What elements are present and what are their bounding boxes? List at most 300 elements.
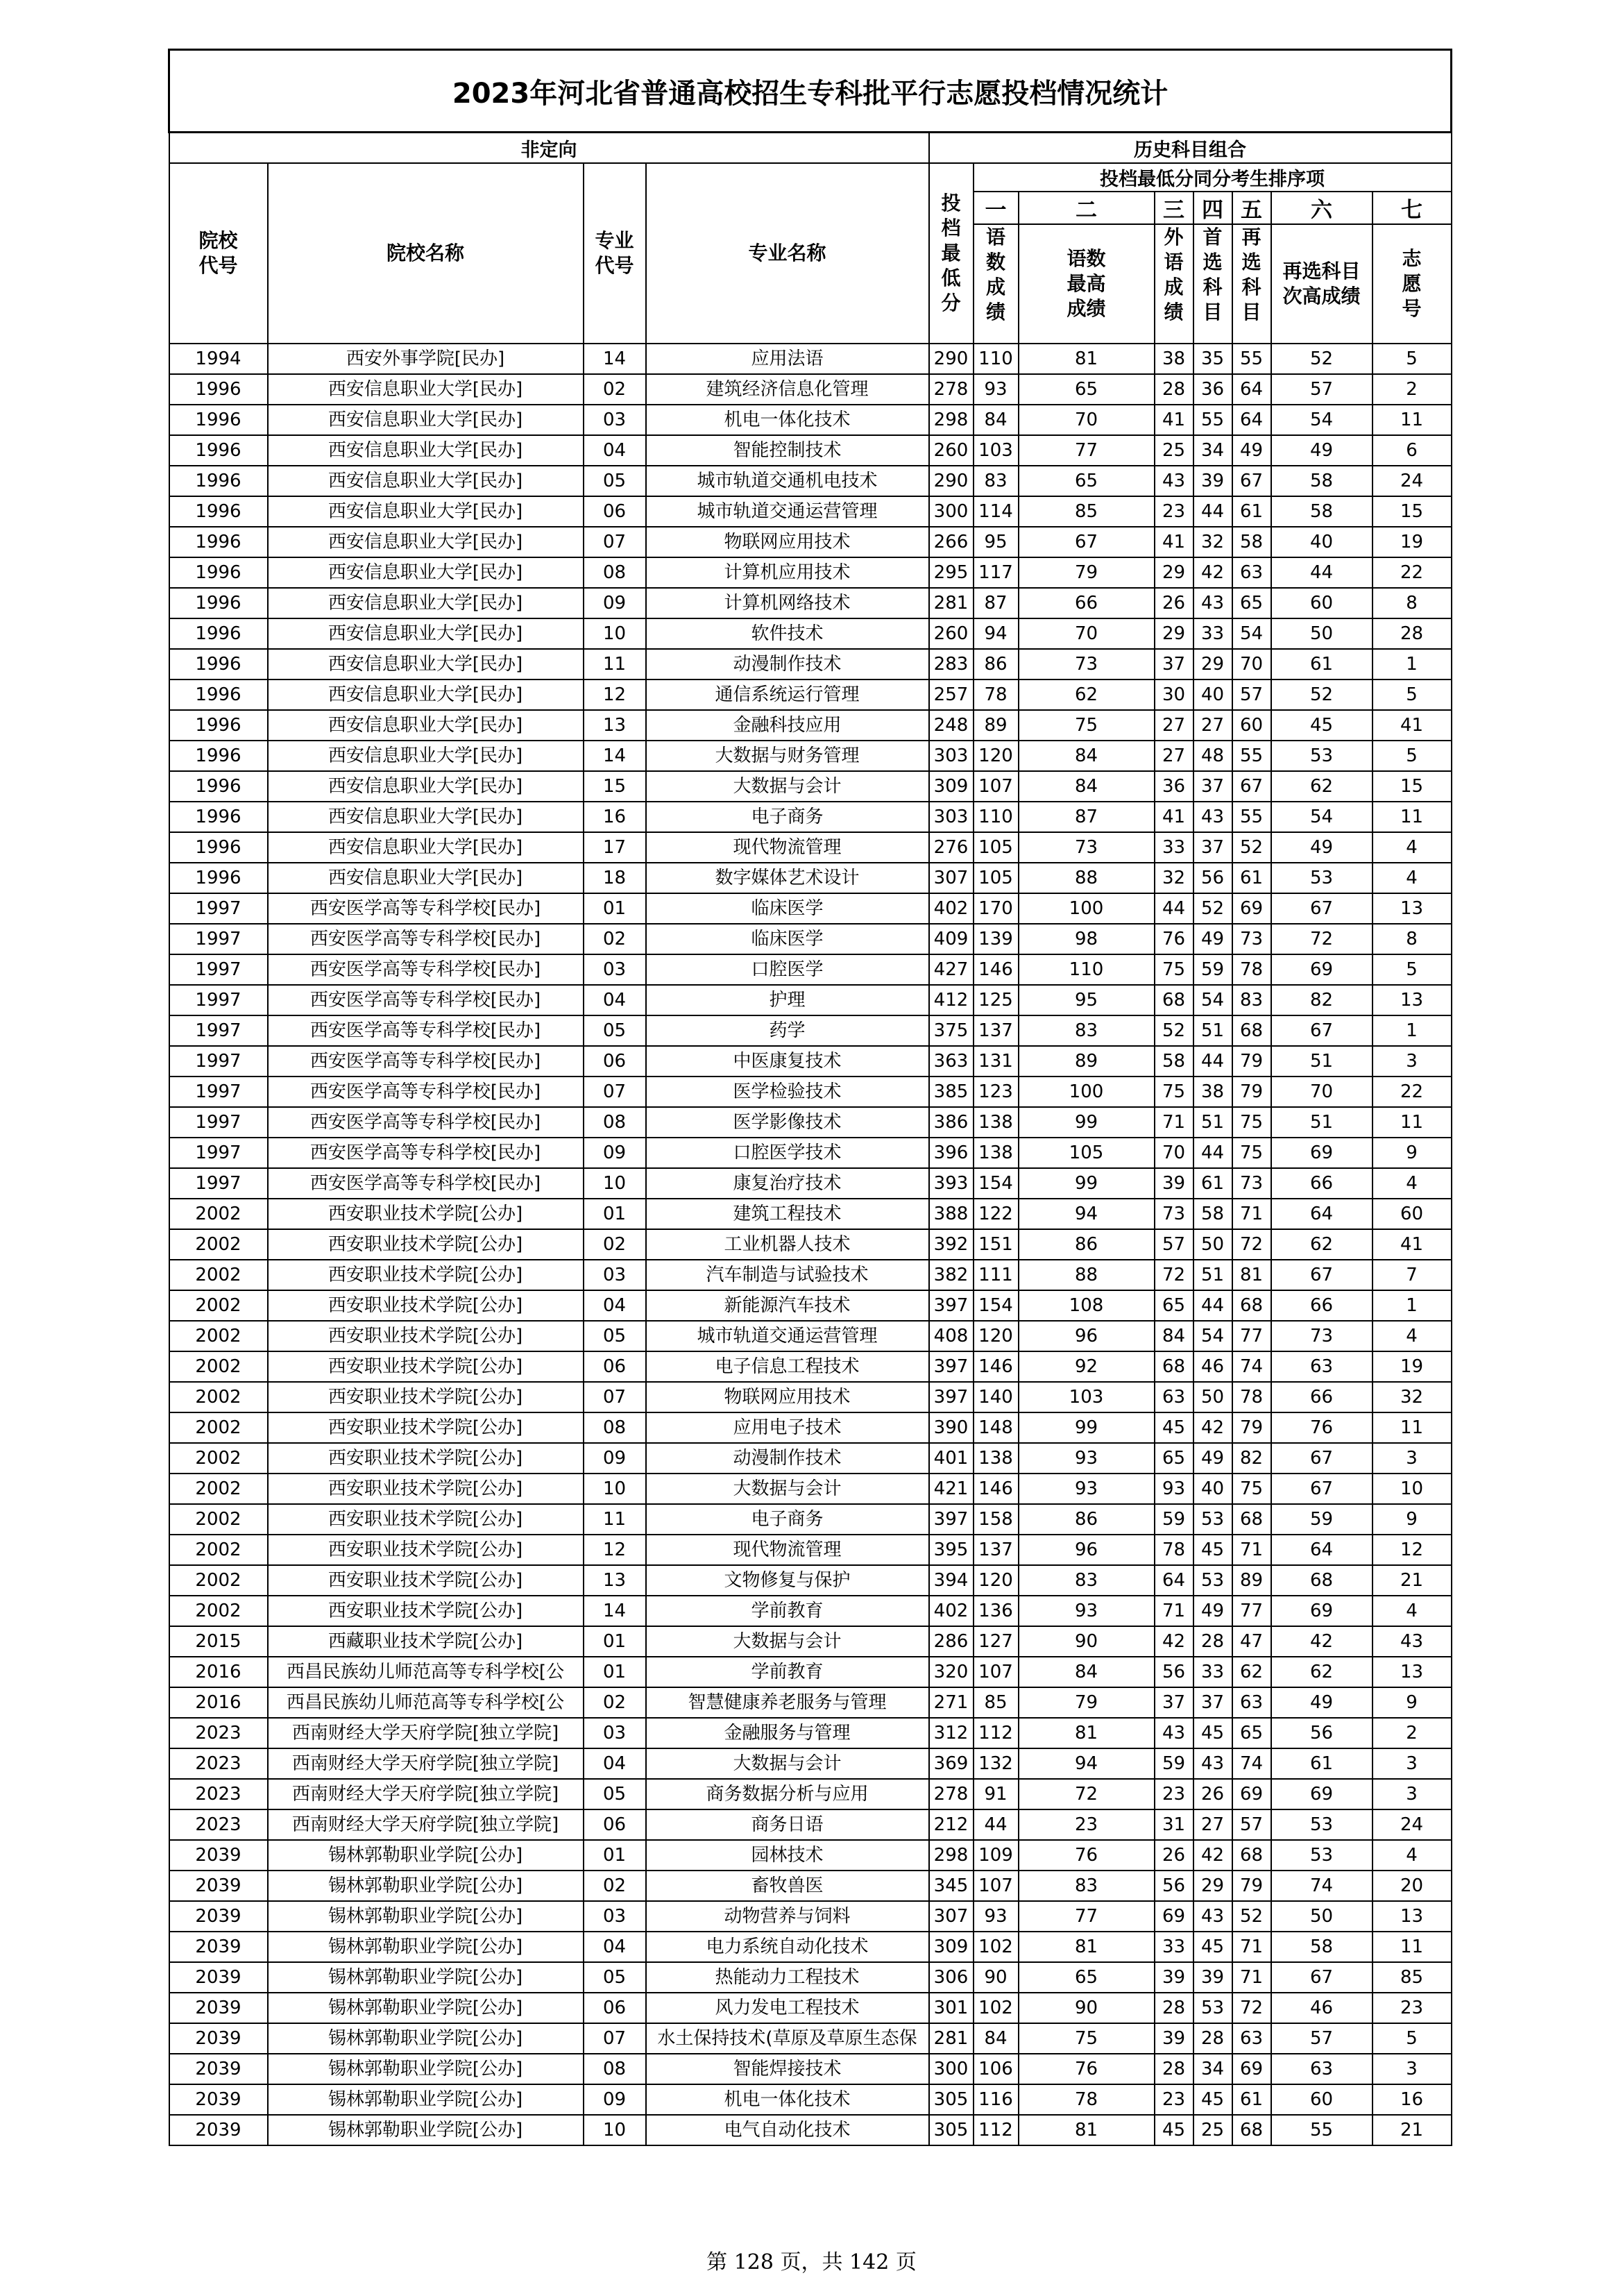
cell-tb5: 65 — [1232, 588, 1271, 618]
cell-tb6: 55 — [1271, 2115, 1373, 2145]
cell-tb1: 105 — [974, 863, 1019, 893]
cell-min-score: 396 — [929, 1138, 974, 1168]
cell-tb6: 66 — [1271, 1382, 1373, 1412]
cell-tb4: 51 — [1193, 1015, 1232, 1046]
cell-tb4: 44 — [1193, 1138, 1232, 1168]
cell-tb6: 52 — [1271, 344, 1373, 374]
cell-tb4: 46 — [1193, 1351, 1232, 1382]
cell-school-name: 西安医学高等专科学校[民办] — [268, 1168, 584, 1199]
cell-min-score: 394 — [929, 1565, 974, 1596]
cell-major-code: 09 — [584, 1443, 646, 1474]
cell-tb4: 39 — [1193, 1962, 1232, 1993]
cell-tb1: 116 — [974, 2084, 1019, 2115]
cell-major-code: 14 — [584, 1596, 646, 1626]
table-row — [169, 1107, 1452, 1138]
cell-min-score: 421 — [929, 1474, 974, 1504]
table-row — [169, 1871, 1452, 1901]
cell-school-code: 1996 — [169, 710, 268, 741]
cell-school-name: 锡林郭勒职业学院[公办] — [268, 1932, 584, 1962]
cell-school-code: 1997 — [169, 1015, 268, 1046]
cell-tb7: 23 — [1373, 1993, 1452, 2023]
cell-school-name: 锡林郭勒职业学院[公办] — [268, 2084, 584, 2115]
cell-tb3: 29 — [1155, 557, 1193, 588]
cell-tb3: 57 — [1155, 1229, 1193, 1260]
cell-major-name: 医学影像技术 — [646, 1107, 929, 1138]
cell-tb3: 42 — [1155, 1626, 1193, 1657]
cell-major-code: 05 — [584, 1962, 646, 1993]
cell-school-code: 1994 — [169, 344, 268, 374]
cell-major-name: 学前教育 — [646, 1657, 929, 1687]
cell-school-code: 1996 — [169, 588, 268, 618]
table-row — [169, 2054, 1452, 2084]
cell-tb6: 66 — [1271, 1168, 1373, 1199]
col-min-score: 投档最低分 — [929, 163, 974, 344]
cell-tb1: 158 — [974, 1504, 1019, 1535]
cell-tb3: 65 — [1155, 1443, 1193, 1474]
cell-tb3: 39 — [1155, 1168, 1193, 1199]
cell-tb3: 30 — [1155, 679, 1193, 710]
cell-major-name: 风力发电工程技术 — [646, 1993, 929, 2023]
cell-tb1: 123 — [974, 1077, 1019, 1107]
cell-tb7: 22 — [1373, 1077, 1452, 1107]
cell-school-code: 2023 — [169, 1748, 268, 1779]
cell-tb4: 45 — [1193, 1535, 1232, 1565]
cell-tb1: 120 — [974, 741, 1019, 771]
table-row — [169, 1504, 1452, 1535]
cell-tb2: 84 — [1019, 741, 1155, 771]
cell-tb2: 84 — [1019, 1657, 1155, 1687]
cell-tb5: 77 — [1232, 1321, 1271, 1351]
cell-tb5: 71 — [1232, 1932, 1271, 1962]
cell-school-name: 西安信息职业大学[民办] — [268, 802, 584, 832]
page-title: 2023年河北省普通高校招生专科批平行志愿投档情况统计 — [169, 50, 1452, 133]
cell-tb3: 36 — [1155, 771, 1193, 802]
cell-tb7: 4 — [1373, 1840, 1452, 1871]
cell-school-name: 西昌民族幼儿师范高等专科学校[公 — [268, 1657, 584, 1687]
table-row — [169, 1046, 1452, 1077]
cell-tb2: 75 — [1019, 710, 1155, 741]
cell-tb6: 70 — [1271, 1077, 1373, 1107]
cell-major-code: 12 — [584, 1535, 646, 1565]
cell-tb5: 79 — [1232, 1871, 1271, 1901]
cell-school-code: 2002 — [169, 1229, 268, 1260]
cell-tb3: 73 — [1155, 1199, 1193, 1229]
cell-school-code: 2016 — [169, 1687, 268, 1718]
cell-school-name: 西安职业技术学院[公办] — [268, 1535, 584, 1565]
rank-7: 七 — [1373, 192, 1452, 224]
cell-tb2: 73 — [1019, 649, 1155, 679]
cell-tb2: 88 — [1019, 1260, 1155, 1290]
cell-min-score: 300 — [929, 496, 974, 527]
cell-tb7: 19 — [1373, 527, 1452, 557]
cell-tb6: 57 — [1271, 374, 1373, 405]
cell-school-code: 1997 — [169, 985, 268, 1015]
cell-tb5: 63 — [1232, 557, 1271, 588]
cell-tb7: 13 — [1373, 893, 1452, 924]
cell-major-name: 学前教育 — [646, 1596, 929, 1626]
cell-tb4: 53 — [1193, 1993, 1232, 2023]
cell-school-name: 西安职业技术学院[公办] — [268, 1474, 584, 1504]
cell-tb1: 154 — [974, 1168, 1019, 1199]
cell-tb7: 5 — [1373, 954, 1452, 985]
table-row — [169, 435, 1452, 466]
cell-major-name: 金融服务与管理 — [646, 1718, 929, 1748]
cell-tb7: 4 — [1373, 1321, 1452, 1351]
cell-tb2: 96 — [1019, 1535, 1155, 1565]
cell-min-score: 295 — [929, 557, 974, 588]
cell-school-name: 西安职业技术学院[公办] — [268, 1412, 584, 1443]
cell-school-name: 西安职业技术学院[公办] — [268, 1443, 584, 1474]
cell-tb4: 56 — [1193, 863, 1232, 893]
cell-school-name: 锡林郭勒职业学院[公办] — [268, 1871, 584, 1901]
cell-min-score: 412 — [929, 985, 974, 1015]
cell-school-code: 2039 — [169, 1840, 268, 1871]
cell-min-score: 363 — [929, 1046, 974, 1077]
cell-major-code: 06 — [584, 1993, 646, 2023]
cell-tb2: 76 — [1019, 1840, 1155, 1871]
cell-tb1: 138 — [974, 1107, 1019, 1138]
cell-tb7: 1 — [1373, 1015, 1452, 1046]
cell-tb7: 6 — [1373, 435, 1452, 466]
cell-tb4: 53 — [1193, 1565, 1232, 1596]
cell-tb6: 66 — [1271, 1290, 1373, 1321]
cell-tb4: 25 — [1193, 2115, 1232, 2145]
cell-tb6: 67 — [1271, 1474, 1373, 1504]
table-row — [169, 1321, 1452, 1351]
cell-school-name: 西安职业技术学院[公办] — [268, 1382, 584, 1412]
cell-tb2: 83 — [1019, 1871, 1155, 1901]
cell-major-code: 08 — [584, 1412, 646, 1443]
cell-tb1: 137 — [974, 1535, 1019, 1565]
cell-major-code: 03 — [584, 1901, 646, 1932]
cell-tb4: 29 — [1193, 649, 1232, 679]
table-row — [169, 1443, 1452, 1474]
table-row — [169, 2084, 1452, 2115]
cell-tb1: 140 — [974, 1382, 1019, 1412]
cell-tb2: 81 — [1019, 1718, 1155, 1748]
cell-tb6: 67 — [1271, 893, 1373, 924]
cell-tb7: 8 — [1373, 588, 1452, 618]
cell-major-code: 04 — [584, 985, 646, 1015]
cell-min-score: 303 — [929, 802, 974, 832]
cell-tb4: 43 — [1193, 588, 1232, 618]
cell-tb1: 83 — [974, 466, 1019, 496]
cell-school-name: 西安信息职业大学[民办] — [268, 527, 584, 557]
cell-major-code: 04 — [584, 1290, 646, 1321]
cell-tb7: 11 — [1373, 802, 1452, 832]
cell-major-code: 13 — [584, 1565, 646, 1596]
cell-major-code: 02 — [584, 1687, 646, 1718]
cell-min-score: 392 — [929, 1229, 974, 1260]
cell-school-name: 西安医学高等专科学校[民办] — [268, 893, 584, 924]
cell-tb3: 27 — [1155, 710, 1193, 741]
cell-tb6: 82 — [1271, 985, 1373, 1015]
cell-tb7: 22 — [1373, 557, 1452, 588]
cell-major-code: 03 — [584, 1718, 646, 1748]
cell-major-name: 通信系统运行管理 — [646, 679, 929, 710]
cell-tb2: 105 — [1019, 1138, 1155, 1168]
cell-min-score: 397 — [929, 1351, 974, 1382]
cell-major-name: 机电一体化技术 — [646, 405, 929, 435]
cell-tb6: 64 — [1271, 1199, 1373, 1229]
col-tb6: 再选科目次高成绩 — [1271, 224, 1373, 344]
col-tb4: 首选科目 — [1193, 224, 1232, 344]
cell-tb4: 49 — [1193, 1443, 1232, 1474]
cell-tb7: 5 — [1373, 344, 1452, 374]
cell-major-name: 物联网应用技术 — [646, 527, 929, 557]
cell-tb3: 31 — [1155, 1809, 1193, 1840]
cell-tb2: 93 — [1019, 1443, 1155, 1474]
cell-tb5: 73 — [1232, 1168, 1271, 1199]
cell-min-score: 307 — [929, 1901, 974, 1932]
cell-min-score: 303 — [929, 741, 974, 771]
cell-tb3: 59 — [1155, 1748, 1193, 1779]
table-row — [169, 924, 1452, 954]
cell-tb1: 137 — [974, 1015, 1019, 1046]
cell-tb3: 72 — [1155, 1260, 1193, 1290]
table-row — [169, 1687, 1452, 1718]
cell-tb1: 93 — [974, 1901, 1019, 1932]
table-row — [169, 954, 1452, 985]
cell-tb6: 42 — [1271, 1626, 1373, 1657]
cell-min-score: 301 — [929, 1993, 974, 2023]
cell-tb1: 110 — [974, 344, 1019, 374]
cell-min-score: 320 — [929, 1657, 974, 1687]
cell-tb5: 74 — [1232, 1748, 1271, 1779]
cell-school-code: 2002 — [169, 1382, 268, 1412]
table-row — [169, 1260, 1452, 1290]
cell-min-score: 309 — [929, 1932, 974, 1962]
cell-tb3: 75 — [1155, 1077, 1193, 1107]
cell-min-score: 402 — [929, 893, 974, 924]
cell-tb3: 26 — [1155, 1840, 1193, 1871]
cell-tb4: 44 — [1193, 1290, 1232, 1321]
cell-major-code: 06 — [584, 1809, 646, 1840]
cell-tb5: 71 — [1232, 1535, 1271, 1565]
table-row — [169, 2115, 1452, 2145]
cell-tb6: 51 — [1271, 1107, 1373, 1138]
cell-tb6: 40 — [1271, 527, 1373, 557]
table-row — [169, 1351, 1452, 1382]
cell-school-code: 1997 — [169, 1168, 268, 1199]
cell-tb3: 45 — [1155, 2115, 1193, 2145]
cell-major-name: 机电一体化技术 — [646, 2084, 929, 2115]
cell-major-name: 物联网应用技术 — [646, 1382, 929, 1412]
cell-major-code: 07 — [584, 527, 646, 557]
cell-tb4: 40 — [1193, 1474, 1232, 1504]
cell-school-name: 西安信息职业大学[民办] — [268, 466, 584, 496]
cell-tb6: 50 — [1271, 1901, 1373, 1932]
cell-tb4: 49 — [1193, 924, 1232, 954]
cell-min-score: 345 — [929, 1871, 974, 1901]
cell-major-code: 10 — [584, 618, 646, 649]
cell-tb5: 74 — [1232, 1351, 1271, 1382]
cell-tb7: 9 — [1373, 1138, 1452, 1168]
table-row — [169, 710, 1452, 741]
cell-min-score: 271 — [929, 1687, 974, 1718]
cell-major-name: 水土保持技术(草原及草原生态保 — [646, 2023, 929, 2054]
cell-tb1: 44 — [974, 1809, 1019, 1840]
table-row — [169, 679, 1452, 710]
cell-school-name: 锡林郭勒职业学院[公办] — [268, 1840, 584, 1871]
cell-tb3: 27 — [1155, 741, 1193, 771]
cell-school-name: 西安职业技术学院[公办] — [268, 1596, 584, 1626]
cell-major-code: 06 — [584, 1046, 646, 1077]
cell-school-name: 西昌民族幼儿师范高等专科学校[公 — [268, 1687, 584, 1718]
cell-major-name: 新能源汽车技术 — [646, 1290, 929, 1321]
cell-tb3: 28 — [1155, 374, 1193, 405]
cell-tb3: 75 — [1155, 954, 1193, 985]
cell-tb3: 32 — [1155, 863, 1193, 893]
cell-tb5: 68 — [1232, 1015, 1271, 1046]
rank-4: 四 — [1193, 192, 1232, 224]
cell-tb6: 69 — [1271, 1596, 1373, 1626]
cell-tb7: 3 — [1373, 1779, 1452, 1809]
cell-tb6: 69 — [1271, 1779, 1373, 1809]
table-body — [169, 344, 1452, 2145]
cell-min-score: 290 — [929, 466, 974, 496]
cell-major-code: 01 — [584, 1840, 646, 1871]
cell-major-code: 02 — [584, 374, 646, 405]
cell-min-score: 390 — [929, 1412, 974, 1443]
cell-school-name: 西安信息职业大学[民办] — [268, 405, 584, 435]
cell-school-code: 1996 — [169, 527, 268, 557]
cell-tb1: 87 — [974, 588, 1019, 618]
cell-tb2: 70 — [1019, 405, 1155, 435]
cell-tb3: 28 — [1155, 1993, 1193, 2023]
cell-tb6: 69 — [1271, 1138, 1373, 1168]
cell-tb6: 64 — [1271, 1535, 1373, 1565]
cell-tb6: 61 — [1271, 1748, 1373, 1779]
cell-tb5: 67 — [1232, 466, 1271, 496]
cell-tb2: 90 — [1019, 1993, 1155, 2023]
cell-tb3: 45 — [1155, 1412, 1193, 1443]
cell-school-code: 1996 — [169, 405, 268, 435]
cell-major-name: 大数据与会计 — [646, 1626, 929, 1657]
cell-school-name: 锡林郭勒职业学院[公办] — [268, 1993, 584, 2023]
cell-tb5: 55 — [1232, 802, 1271, 832]
cell-school-name: 西安信息职业大学[民办] — [268, 588, 584, 618]
cell-min-score: 298 — [929, 1840, 974, 1871]
rank-2: 二 — [1019, 192, 1155, 224]
cell-major-name: 药学 — [646, 1015, 929, 1046]
cell-tb2: 23 — [1019, 1809, 1155, 1840]
cell-school-name: 西安信息职业大学[民办] — [268, 679, 584, 710]
cell-tb2: 65 — [1019, 466, 1155, 496]
table-row — [169, 1199, 1452, 1229]
cell-tb6: 59 — [1271, 1504, 1373, 1535]
cell-tb2: 73 — [1019, 832, 1155, 863]
cell-tb5: 61 — [1232, 863, 1271, 893]
cell-tb1: 102 — [974, 1993, 1019, 2023]
cell-tb2: 83 — [1019, 1565, 1155, 1596]
cell-major-name: 计算机应用技术 — [646, 557, 929, 588]
cell-school-name: 西安职业技术学院[公办] — [268, 1229, 584, 1260]
cell-tb4: 29 — [1193, 1871, 1232, 1901]
cell-min-score: 388 — [929, 1199, 974, 1229]
cell-major-name: 动漫制作技术 — [646, 1443, 929, 1474]
cell-tb1: 93 — [974, 374, 1019, 405]
cell-tb7: 5 — [1373, 2023, 1452, 2054]
cell-school-name: 西安医学高等专科学校[民办] — [268, 985, 584, 1015]
cell-major-code: 06 — [584, 1351, 646, 1382]
table-row — [169, 1412, 1452, 1443]
cell-tb1: 84 — [974, 2023, 1019, 2054]
cell-school-name: 锡林郭勒职业学院[公办] — [268, 2023, 584, 2054]
cell-tb7: 43 — [1373, 1626, 1452, 1657]
table-row — [169, 863, 1452, 893]
cell-tb2: 108 — [1019, 1290, 1155, 1321]
cell-tb5: 68 — [1232, 1290, 1271, 1321]
cell-major-code: 15 — [584, 771, 646, 802]
cell-major-code: 04 — [584, 1932, 646, 1962]
cell-min-score: 278 — [929, 1779, 974, 1809]
cell-tb6: 54 — [1271, 405, 1373, 435]
cell-school-name: 西安职业技术学院[公办] — [268, 1290, 584, 1321]
cell-major-name: 计算机网络技术 — [646, 588, 929, 618]
cell-school-code: 2039 — [169, 1993, 268, 2023]
table-row — [169, 374, 1452, 405]
cell-tb5: 68 — [1232, 2115, 1271, 2145]
cell-major-name: 金融科技应用 — [646, 710, 929, 741]
cell-tb5: 52 — [1232, 832, 1271, 863]
cell-tb2: 94 — [1019, 1199, 1155, 1229]
cell-min-score: 248 — [929, 710, 974, 741]
rank-6: 六 — [1271, 192, 1373, 224]
cell-tb2: 67 — [1019, 527, 1155, 557]
cell-tb1: 112 — [974, 2115, 1019, 2145]
cell-tb1: 102 — [974, 1932, 1019, 1962]
cell-tb7: 13 — [1373, 1657, 1452, 1687]
cell-tb6: 53 — [1271, 1840, 1373, 1871]
cell-school-code: 2039 — [169, 1962, 268, 1993]
cell-min-score: 281 — [929, 588, 974, 618]
cell-tb6: 58 — [1271, 1932, 1373, 1962]
cell-major-name: 城市轨道交通运营管理 — [646, 1321, 929, 1351]
cell-tb2: 86 — [1019, 1504, 1155, 1535]
cell-major-name: 畜牧兽医 — [646, 1871, 929, 1901]
cell-tb6: 67 — [1271, 1962, 1373, 1993]
cell-school-code: 1996 — [169, 832, 268, 863]
cell-major-code: 14 — [584, 344, 646, 374]
cell-major-code: 08 — [584, 557, 646, 588]
cell-school-code: 2015 — [169, 1626, 268, 1657]
cell-tb5: 72 — [1232, 1993, 1271, 2023]
cell-major-name: 电子商务 — [646, 802, 929, 832]
cell-major-code: 03 — [584, 954, 646, 985]
col-school-code: 院校代号 — [169, 163, 268, 344]
cell-tb3: 65 — [1155, 1290, 1193, 1321]
cell-major-code: 09 — [584, 1138, 646, 1168]
table-row — [169, 1474, 1452, 1504]
cell-tb4: 43 — [1193, 802, 1232, 832]
cell-tb1: 120 — [974, 1321, 1019, 1351]
table-row — [169, 985, 1452, 1015]
cell-tb3: 41 — [1155, 802, 1193, 832]
cell-school-code: 2002 — [169, 1474, 268, 1504]
cell-school-code: 1997 — [169, 954, 268, 985]
cell-tb2: 100 — [1019, 893, 1155, 924]
cell-tb3: 23 — [1155, 2084, 1193, 2115]
cell-tb5: 82 — [1232, 1443, 1271, 1474]
col-major-code: 专业代号 — [584, 163, 646, 344]
cell-tb5: 83 — [1232, 985, 1271, 1015]
cell-school-name: 西南财经大学天府学院[独立学院] — [268, 1779, 584, 1809]
cell-school-code: 2002 — [169, 1565, 268, 1596]
cell-tb5: 68 — [1232, 1840, 1271, 1871]
cell-tb1: 170 — [974, 893, 1019, 924]
cell-tb6: 62 — [1271, 1229, 1373, 1260]
